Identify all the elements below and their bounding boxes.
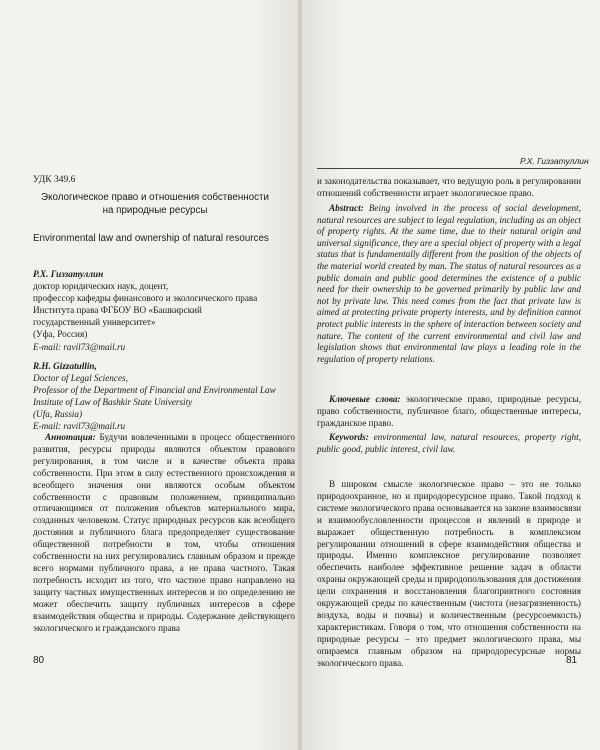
author-block-ru (33, 268, 295, 353)
author-en-line: Doctor of Legal Sciences, (33, 373, 128, 384)
author-en-line: Professor of the Department of Financial and Environmental Law (33, 385, 276, 396)
body-text: В широком смысле экологическое право – это не только природоохранное, но и природоресурсное право. Такой подход к системе экологического права основывается на законе взаимосвязи и взаимообусловленности процессов и явлений в природе и выражает общественную потребность в комплексном регулировании отношений в сфере взаимодействия общества и природы. Именно комплексное регулирование позволяет обеспечить наиболее эффективное решение задач в области охраны окружающей среды и природопользования для достижения цели сохранения и восстановления благоприятного состояния окружающей среды по качественным (чистота (незагрязненность) воздуха, воды и почвы) и количественным (ресурсоемкость) характеристикам. Говоря о том, что отношения собственности на природные ресурсы – это предмет экологического права, мы опираемся главным образом на природоресурсные нормы экологического права. (317, 479, 581, 668)
running-header: Р.Х. Гиззатуллин (520, 156, 589, 166)
author-name-en: R.H. Gizzatullin, (33, 361, 97, 371)
abstract-ru-label: Аннотация: (45, 432, 96, 442)
author-ru-line: профессор кафедры финансового и экологического права (33, 293, 258, 304)
article-title-en: Environmental law and ownership of natural resources (33, 233, 269, 244)
author-en-line: Institute of Law of Bashkir State University (33, 397, 193, 408)
keywords-ru-text: экологическое право, природные ресурсы, право собственности, публичное благо, общественные интересы, гражданское право. (317, 394, 581, 429)
author-ru-line: доктор юридических наук, доцент, (33, 281, 169, 292)
author-name-ru: Р.Х. Гиззатуллин (33, 269, 104, 279)
page-number-right: 81 (566, 655, 578, 666)
page-number-left: 80 (33, 655, 45, 666)
author-ru-line: Института права ФГБОУ ВО «Башкирский (33, 305, 202, 316)
udk-code: УДК 349.6 (33, 175, 76, 185)
author-en-line: (Ufa, Russia) (33, 409, 82, 420)
keywords-en-label: Keywords: (329, 432, 369, 442)
header-rule (317, 168, 581, 169)
abstract-en-label: Abstract: (329, 203, 364, 213)
keywords-ru-label: Ключевые слова: (329, 394, 401, 404)
keywords-en-text: environmental law, natural resources, property right, public good, public interest, civil law. (317, 432, 581, 455)
keywords-en (317, 431, 581, 455)
book-gutter (298, 0, 302, 750)
abstract-en (317, 203, 581, 365)
abstract-en-text: Being involved in the process of social development, natural resources are subject to legal regulation, including as an object of property rights. At the same time, due to their natural origin and universal significance, they are a special object of property with a legal status that is fundamentally different from the position of the objects of the material world created by man. The status of natural resources as a public domain and public good determines the existence of a public need for their ownership to be governed primarily by public law and not by private law. This need comes from the fact that private law is aimed at protecting private property interests, and by definition cannot protect public interests in the sphere of interaction between society and nature. The content of the current environmental and civil law and legislation shows that environmental law plays a leading role in the regulation of property relations. (317, 203, 581, 364)
author-ru-line: (Уфа, Россия) (33, 329, 88, 340)
author-ru-line: государственный университет» (33, 317, 156, 328)
abstract-ru (33, 432, 295, 634)
abstract-ru-text: Будучи вовлеченными в процесс общественного развития, ресурсы природы являются объектом правового регулирования, в том числе и в качестве объекта права собственности. При этом в силу естественного происхождения и всеобщего значения они являются особым объектом собственности с правовым положением, принципиально отличающимся от положения объектов материального мира, созданных человеком. Статус природных ресурсов как всеобщего достояния и публичного блага предопределяет существование общественной потребности в том, чтобы отношения собственности на них регулировались главным образом и прежде всего нормами публичного права, а не права частного. Такая потребность исходит из того, что частное право направлено на защиту частных имущественных интересов и по определению не может обеспечить защиту публичных интересов в сфере взаимодействия общества и природы. Содержание действующего экологического и гражданского права (33, 432, 295, 633)
abstract-ru-continuation: и законодательства показывает, что ведущую роль в регулировании отношений собственности играет экологическое право. (317, 176, 581, 199)
article-title-ru: Экологическое право и отношения собственности на природные ресурсы (41, 192, 269, 216)
author-email-ru: E-mail: ravil73@mail.ru (33, 341, 126, 352)
keywords-ru (317, 393, 581, 429)
author-email-en: E-mail: ravil73@mail.ru (33, 421, 126, 432)
author-block-en (33, 360, 295, 433)
